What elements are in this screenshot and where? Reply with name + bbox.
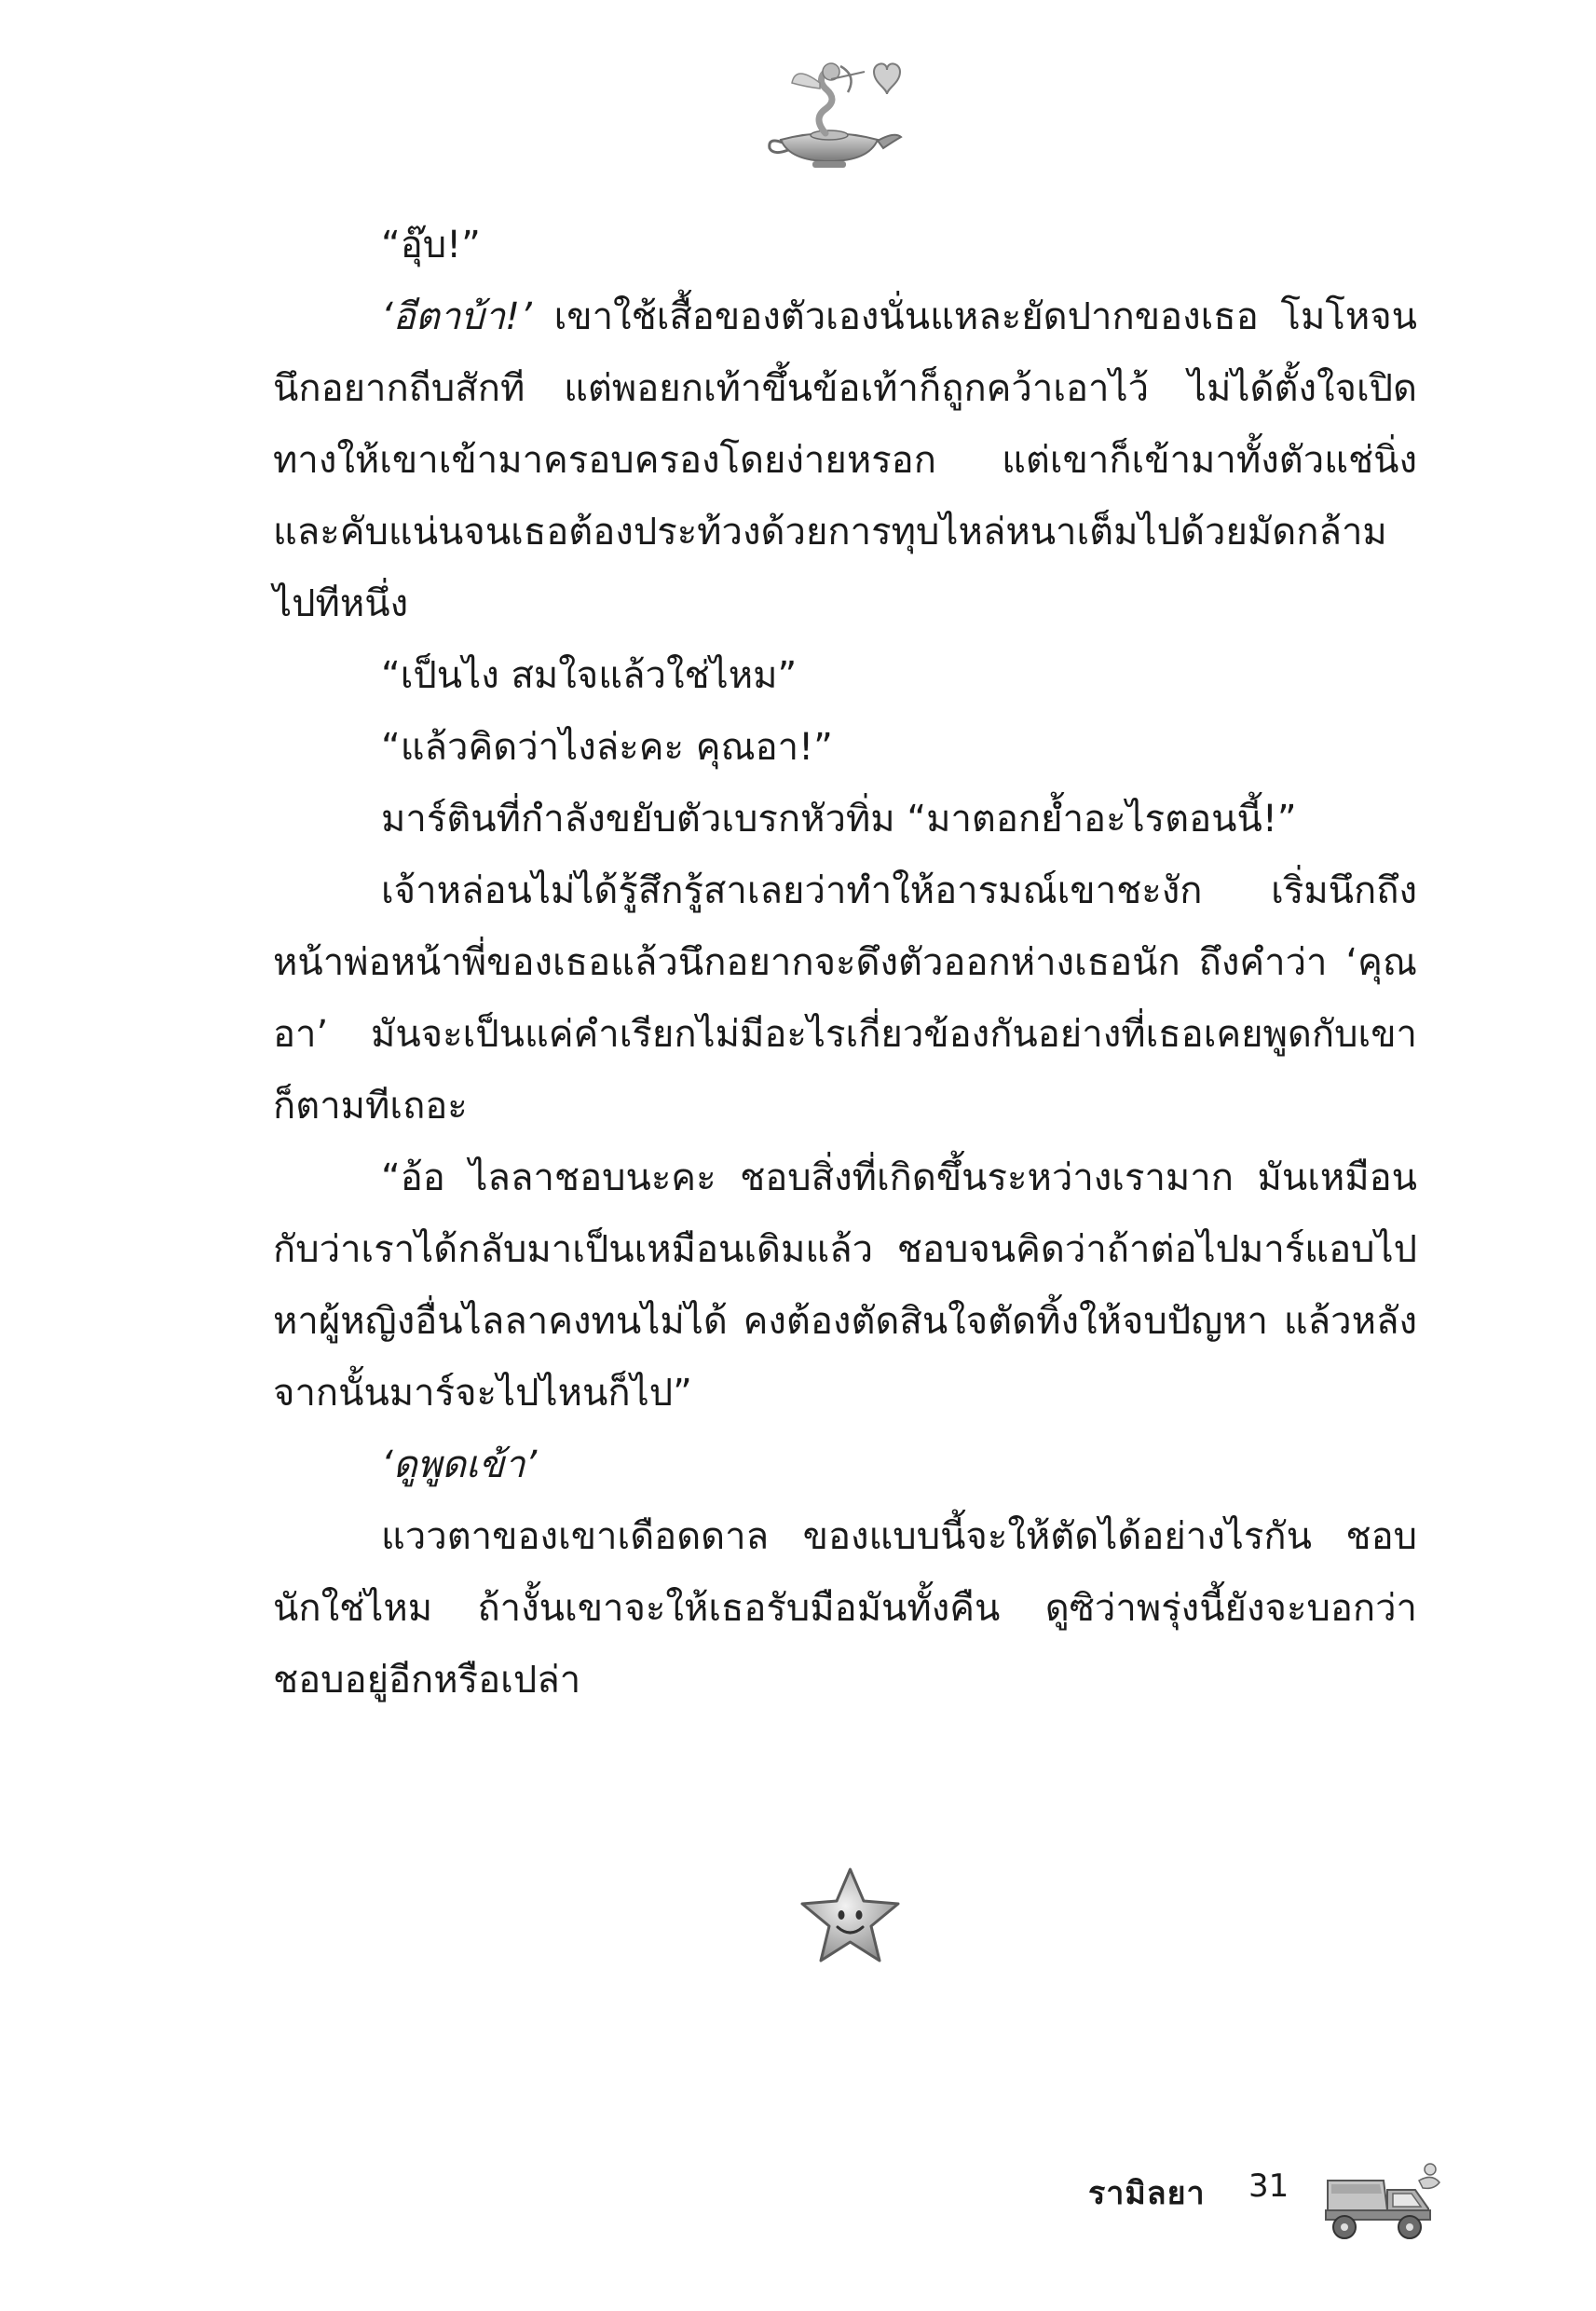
paragraph: “แล้วคิดว่าไงล่ะคะ คุณอา!” (381, 726, 833, 769)
paragraph: “อุ๊บ!” (381, 224, 481, 267)
paragraph: ‘ดูพูดเข้า’ (381, 1443, 538, 1486)
page-footer (1071, 2153, 1444, 2255)
book-title: รามิลยา (1088, 2175, 1206, 2212)
paragraph: “เป็นไง สมใจแล้วใช่ไหม” (381, 654, 798, 697)
paragraph: มาร์ตินที่กำลังขยับตัวเบรกหัวทิ่ม “มาตอกย้ำอะไรตอนนี้!” (381, 798, 1297, 841)
paragraph (273, 281, 1417, 640)
paragraph: “อ้อ ไลลาชอบนะคะ ชอบสิ่งที่เกิดขึ้นระหว่างเรามาก มันเหมือนกับว่าเราได้กลับมาเป็นเหมือนเดิมแล้ว ชอบจนคิดว่าถ้าต่อไปมาร์แอบไปหาผู้หญิงอื่นไลลาคงทนไม่ได้ คงต้องตัดสินใจตัดทิ้งให้จบปัญหา แล้วหลังจากนั้นมาร์จะไปไหนก็ไป” (273, 1156, 1417, 1415)
paragraph: แววตาของเขาเดือดดาล ของแบบนี้จะให้ตัดได้อย่างไรกัน ชอบนักใช่ไหม ถ้างั้นเขาจะให้เธอรับมือมันทั้งคืน ดูซิว่าพรุ่งนี้ยังจะบอกว่าชอบอยู่อีกหรือเปล่า (273, 1515, 1417, 1702)
paragraph: เจ้าหล่อนไม่ได้รู้สึกรู้สาเลยว่าทำให้อารมณ์เขาชะงัก เริ่มนึกถึงหน้าพ่อหน้าพี่ของเธอแล้วนึกอยากจะดึงตัวออกห่างเธอนัก ถึงคำว่า ‘คุณอา’ มันจะเป็นแค่คำเรียกไม่มีอะไรเกี่ยวข้องกันอย่างที่เธอเคยพูดกับเขาก็ตามทีเถอะ (273, 869, 1417, 1128)
paragraph-text: เขาใช้เสื้อของตัวเองนั่นแหละยัดปากของเธอ โมโหจนนึกอยากถีบสักที แต่พอยกเท้าขึ้นข้อเท้าก็ถูกคว้าเอาไว้ ไม่ได้ตั้งใจเปิดทางให้เขาเข้ามาครอบครองโดยง่ายหรอก แต่เขาก็เข้ามาทั้งตัวแช่นิ่งและคับแน่นจนเธอต้องประท้วงด้วยการทุบไหล่หนาเต็มไปด้วยมัดกล้ามไปทีหนึ่ง (273, 295, 1417, 625)
smiling-star-icon (797, 1864, 904, 1971)
story-text (273, 210, 1417, 1716)
italic-thought: ‘อีตาบ้า!’ (381, 295, 532, 338)
toy-truck-icon (1318, 2153, 1444, 2246)
genie-lamp-with-heart-icon (764, 51, 904, 177)
page-number: 31 (1248, 2167, 1289, 2205)
